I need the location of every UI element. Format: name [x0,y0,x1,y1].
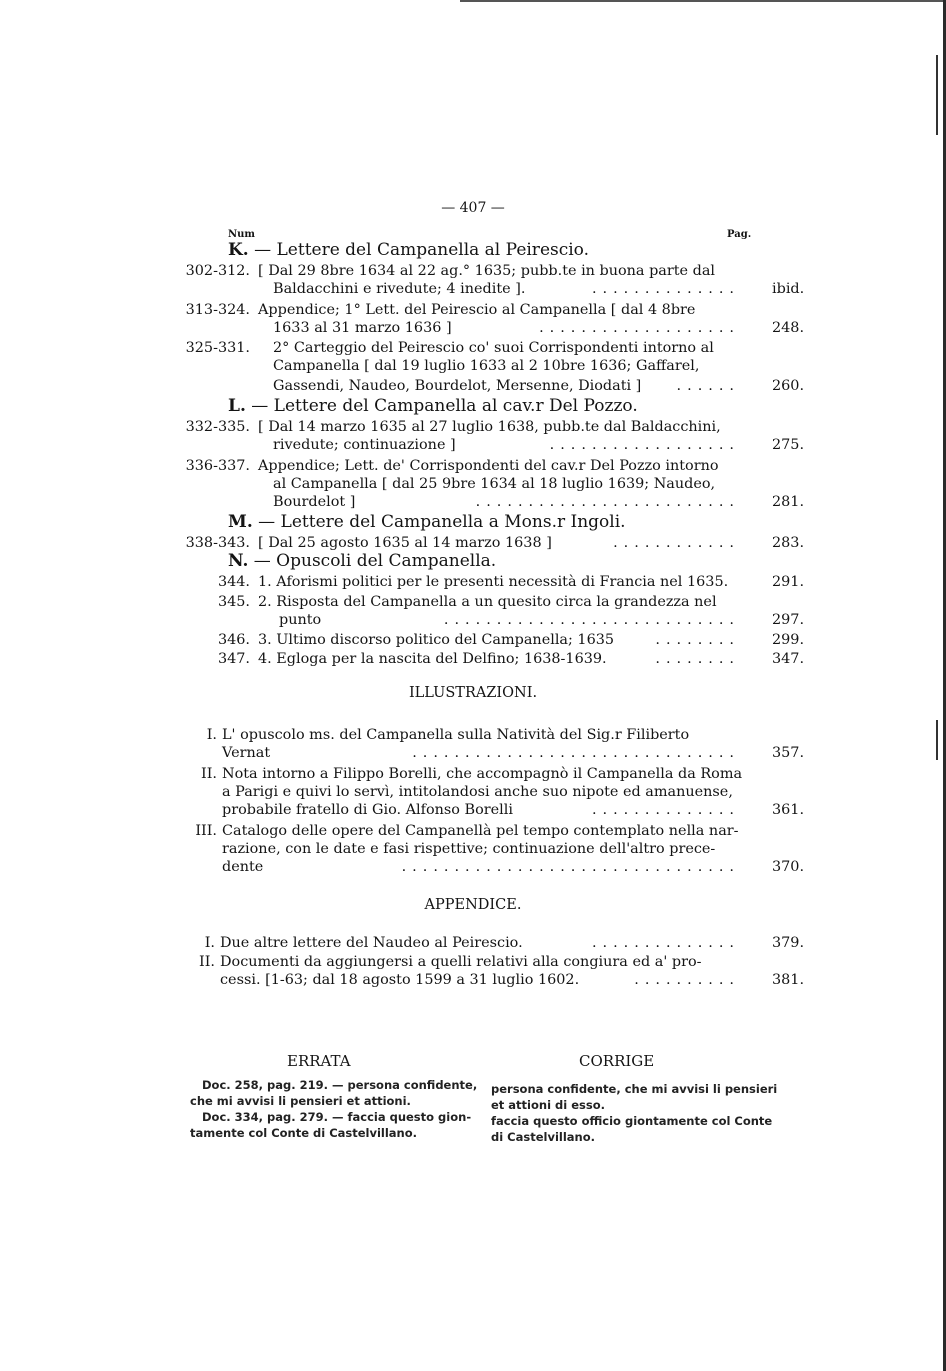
section-letter: L. [228,396,246,416]
scan-edge-mark [936,55,938,135]
entry-page: 260. [772,378,805,394]
list-item [0,632,946,651]
entry-number: 332-335. [185,419,250,435]
entry-page: ibid. [772,281,805,297]
list-item [0,612,946,631]
dot-leader: ........ [655,651,740,667]
entry-page: 381. [772,972,805,988]
entry-text: cessi. [1-63; dal 18 agosto 1599 a 31 luglio 1602. [220,972,580,988]
dot-leader: ................................ [401,859,740,875]
entry-text: Gassendi, Naudeo, Bourdelot, Mersenne, Diodati ] [273,378,642,394]
entry-text: Appendice; 1° Lett. del Peirescio al Campanella [ dal 4 8bre [258,302,696,318]
entry-number: 336-337. [185,458,250,474]
column-header-num: Num [228,229,255,240]
list-item [0,954,946,973]
entry-text: 2. Risposta del Campanella a un quesito circa la grandezza nel [258,594,717,610]
section-title: — Opuscoli del Campanella. [253,551,497,571]
entry-text: 1. Aforismi politici per le presenti necessità di Francia nel 1635. [258,574,729,590]
errata-line: Doc. 334, pag. 279. — faccia questo gion- [202,1110,472,1124]
entry-number: III. [195,823,217,839]
list-item [0,281,946,300]
entry-page: 275. [772,437,805,453]
dot-leader: ............ [613,535,740,551]
entry-page: 281. [772,494,805,510]
appendice-heading: APPENDICE. [424,897,522,913]
entry-text: 2° Carteggio del Peirescio co' suoi Corrispondenti intorno al [273,340,714,356]
entry-text: Appendice; Lett. de' Corrispondenti del cav.r Del Pozzo intorno [258,458,719,474]
section-title: — Lettere del Campanella a Mons.r Ingoli. [258,512,626,532]
corrige-line: persona confidente, che mi avvisi li pensieri [491,1082,778,1096]
section-heading-m [228,512,626,532]
entry-text: L' opuscolo ms. del Campanella sulla Natività del Sig.r Filiberto [222,727,690,743]
list-item [0,935,946,954]
list-item [0,419,946,438]
entry-number: 344. [217,574,250,590]
list-item [0,302,946,321]
dot-leader: .............. [591,281,740,297]
entry-text: Vernat [222,745,271,761]
section-title: — Lettere del Campanella al Peirescio. [254,240,590,260]
entry-number: II. [199,954,215,970]
section-letter: N. [228,551,249,571]
entry-text: Due altre lettere del Naudeo al Peirescio. [220,935,523,951]
entry-number: 345. [217,594,250,610]
entry-number: 338-343. [185,535,250,551]
entry-page: 299. [772,632,805,648]
list-item [0,263,946,282]
entry-number: 347. [217,651,250,667]
section-heading-l [228,396,638,416]
errata-heading: ERRATA [287,1052,351,1070]
entry-text: rivedute; continuazione ] [273,437,456,453]
entry-page: 361. [772,802,805,818]
entry-text: [ Dal 14 marzo 1635 al 27 luglio 1638, pubb.te dal Baldacchini, [258,419,721,435]
list-item [0,859,946,878]
entry-text: 4. Egloga per la nascita del Delfino; 1638-1639. [258,651,607,667]
entry-number: 313-324. [185,302,250,318]
dot-leader: .............. [591,802,740,818]
list-item [0,784,946,803]
list-item [0,594,946,613]
list-item [0,494,946,513]
list-item [0,766,946,785]
entry-page: 283. [772,535,805,551]
list-item [0,574,946,593]
entry-text: al Campanella [ dal 25 9bre 1634 al 18 luglio 1639; Naudeo, [273,476,716,492]
entry-text: probabile fratello di Gio. Alfonso Borelli [222,802,513,818]
entry-text: a Parigi e quivi lo servì, intitolandosi anche suo nipote ed amanuense, [222,784,733,800]
entry-page: 297. [772,612,805,628]
entry-text: 3. Ultimo discorso politico del Campanella; 1635 [258,632,615,648]
entry-text: [ Dal 25 agosto 1635 al 14 marzo 1638 ] [258,535,552,551]
dot-leader: ......................... [475,494,740,510]
list-item [0,745,946,764]
dot-leader: ............................ [443,612,740,628]
entry-page: 248. [772,320,805,336]
dot-leader: .............. [591,935,740,951]
entry-text: dente [222,859,264,875]
dot-leader: .......... [634,972,740,988]
list-item [0,378,946,397]
entry-text: Bourdelot ] [273,494,356,510]
list-item [0,437,946,456]
section-letter: K. [228,240,249,260]
entry-number: II. [201,766,217,782]
column-header-pag: Pag. [727,229,752,240]
dot-leader: ...... [676,378,740,394]
errata-line: che mi avvisi li pensieri et attioni. [190,1094,411,1108]
entry-text: Documenti da aggiungersi a quelli relativi alla congiura ed a' pro- [220,954,702,970]
corrige-line: et attioni di esso. [491,1098,605,1112]
entry-text: punto [279,612,322,628]
entry-number: 302-312. [185,263,250,279]
entry-number: 325-331. [185,340,250,356]
list-item [0,476,946,495]
entry-page: 291. [772,574,805,590]
entry-number: I. [206,727,217,743]
section-heading-k [228,240,589,260]
section-title: — Lettere del Campanella al cav.r Del Pozzo. [251,396,638,416]
entry-page: 370. [772,859,805,875]
errata-line: Doc. 258, pag. 219. — persona confidente, [202,1078,478,1092]
list-item [0,802,946,821]
dot-leader: ........ [655,632,740,648]
dot-leader: ............................... [412,745,740,761]
entry-page: 357. [772,745,805,761]
page-number: — 407 — [441,200,505,216]
list-item [0,651,946,670]
illustrazioni-heading: ILLUSTRAZIONI. [408,685,538,701]
entry-text: 1633 al 31 marzo 1636 ] [273,320,452,336]
entry-number: 346. [217,632,250,648]
dot-leader: .................. [549,437,740,453]
entry-text: Baldacchini e rivedute; 4 inedite ]. [273,281,526,297]
list-item [0,340,946,359]
entry-page: 379. [772,935,805,951]
list-item [0,358,946,377]
corrige-line: faccia questo officio giontamente col Conte [491,1114,773,1128]
list-item [0,458,946,477]
scan-top-edge [460,0,946,2]
list-item [0,972,946,991]
entry-text: Catalogo delle opere del Campanellà pel tempo contemplato nella nar- [222,823,739,839]
dot-leader: ................... [539,320,740,336]
entry-page: 347. [772,651,805,667]
list-item [0,841,946,860]
errata-line: tamente col Conte di Castelvillano. [190,1126,418,1140]
entry-text: Nota intorno a Filippo Borelli, che accompagnò il Campanella da Roma [222,766,743,782]
entry-text: razione, con le date e fasi rispettive; continuazione dell'altro prece- [222,841,716,857]
entry-number: I. [204,935,215,951]
entry-text: [ Dal 29 8bre 1634 al 22 ag.° 1635; pubb.te in buona parte dal [258,263,716,279]
section-letter: M. [228,512,253,532]
section-heading-n [228,551,496,571]
corrige-line: di Castelvillano. [491,1130,595,1144]
list-item [0,727,946,746]
entry-text: Campanella [ dal 19 luglio 1633 al 2 10bre 1636; Gaffarel, [273,358,700,374]
corrige-heading: CORRIGE [579,1052,655,1070]
list-item [0,320,946,339]
list-item [0,823,946,842]
